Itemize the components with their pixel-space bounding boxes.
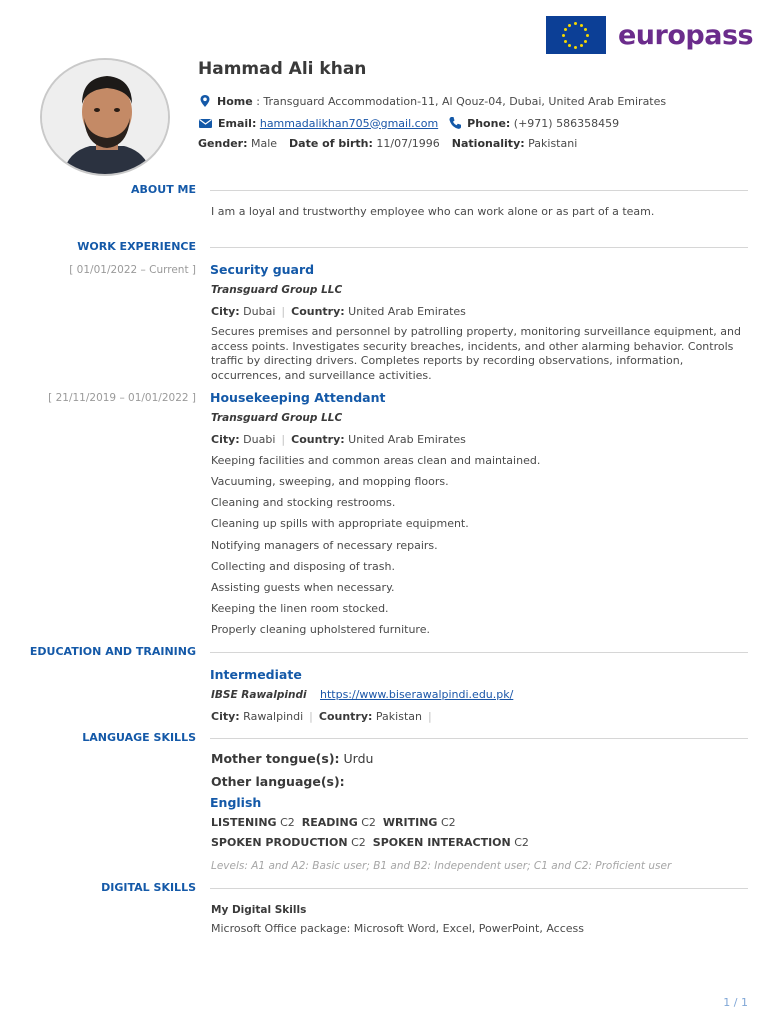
education-title: Intermediate — [210, 667, 302, 682]
education-divider — [210, 652, 748, 653]
personal-details-line — [198, 137, 577, 150]
country-value: Pakistan — [375, 710, 422, 723]
duty-item: Properly cleaning upholstered furniture. — [211, 623, 430, 636]
home-label: Home — [217, 94, 253, 108]
dob-label: Date of birth: — [289, 137, 373, 150]
city-label: City: — [211, 710, 240, 723]
nationality-label: Nationality: — [451, 137, 525, 150]
phone-value: (+971) 586358459 — [513, 116, 620, 130]
home-value: : Transguard Accommodation-11, Al Qouz-04, Dubai, United Arab Emirates — [256, 94, 667, 108]
email-icon — [198, 116, 213, 130]
digital-heading: DIGITAL SKILLS — [101, 881, 196, 894]
mother-tongue — [211, 751, 373, 766]
duty-item: Cleaning and stocking restrooms. — [211, 496, 396, 509]
country-value: United Arab Emirates — [348, 305, 466, 318]
job-date: [ 21/11/2019 – 01/01/2022 ] — [48, 392, 196, 404]
job-description: Secures premises and personnel by patrolling property, monitoring surveillance equipment, and access points. Investigates security breaches, incidents, and other alarming behavior. Controls traffic by directing drivers. Completes reports by recording observations, information, occurrences, and surveillance activities. — [211, 325, 741, 382]
profile-photo — [40, 58, 170, 176]
mother-tongue-label: Mother tongue(s): — [211, 751, 340, 766]
about-heading: ABOUT ME — [131, 183, 196, 196]
phone-icon — [448, 116, 462, 130]
mother-tongue-value: Urdu — [343, 751, 374, 766]
digital-subtitle: My Digital Skills — [211, 904, 307, 916]
duty-item: Collecting and disposing of trash. — [211, 560, 395, 573]
eu-flag-icon — [546, 16, 606, 54]
country-value: United Arab Emirates — [348, 433, 466, 446]
gender-label: Gender: — [198, 137, 248, 150]
language-heading: LANGUAGE SKILLS — [82, 731, 196, 744]
digital-divider — [210, 888, 748, 889]
duty-item: Assisting guests when necessary. — [211, 581, 395, 594]
job-location: City: Duabi | Country: United Arab Emirates — [211, 433, 466, 446]
location-pin-icon — [198, 94, 212, 108]
email-link[interactable]: hammadalikhan705@gmail.com — [259, 116, 439, 130]
language-name: English — [210, 795, 262, 810]
job-date: [ 01/01/2022 – Current ] — [69, 264, 196, 276]
job-title: Housekeeping Attendant — [210, 390, 386, 405]
job-location: City: Dubai | Country: United Arab Emirates — [211, 305, 466, 318]
job-employer: Transguard Group LLC — [211, 284, 343, 296]
city-label: City: — [211, 305, 240, 318]
europass-logo — [546, 16, 753, 54]
about-divider — [210, 190, 748, 191]
education-heading: EDUCATION AND TRAINING — [29, 645, 196, 658]
levels-note: Levels: A1 and A2: Basic user; B1 and B2: Independent user; C1 and C2: Proficient user — [211, 860, 672, 872]
email-label: Email: — [218, 116, 257, 130]
duty-item: Notifying managers of necessary repairs. — [211, 539, 438, 552]
language-levels-row-2: SPOKEN PRODUCTION C2 SPOKEN INTERACTION C2 — [211, 836, 529, 849]
city-value: Duabi — [243, 433, 276, 446]
country-label: Country: — [291, 433, 345, 446]
work-heading: WORK EXPERIENCE — [77, 240, 196, 253]
nationality-value: Pakistani — [528, 137, 578, 150]
email-phone-line — [198, 116, 619, 130]
person-name: Hammad Ali khan — [198, 59, 367, 79]
education-url-link[interactable]: https://www.biserawalpindi.edu.pk/ — [320, 688, 514, 701]
language-divider — [210, 738, 748, 739]
country-label: Country: — [318, 710, 373, 723]
work-divider — [210, 247, 748, 248]
city-value: Dubai — [243, 305, 276, 318]
duty-item: Cleaning up spills with appropriate equipment. — [211, 517, 469, 530]
logo-text: europass — [618, 19, 754, 51]
home-address-line — [198, 94, 666, 108]
phone-label: Phone: — [467, 116, 511, 130]
page-number: 1 / 1 — [723, 996, 748, 1009]
job-employer: Transguard Group LLC — [211, 412, 343, 424]
dob-value: 11/07/1996 — [376, 137, 440, 150]
country-label: Country: — [291, 305, 345, 318]
duty-item: Keeping facilities and common areas clean and maintained. — [211, 454, 541, 467]
gender-value: Male — [250, 137, 278, 150]
job-title: Security guard — [210, 262, 315, 277]
language-levels-row-1: LISTENING C2 READING C2 WRITING C2 — [211, 816, 456, 829]
education-location: City: Rawalpindi | Country: Pakistan | — [211, 710, 432, 723]
duty-item: Keeping the linen room stocked. — [211, 602, 389, 615]
other-languages-label: Other language(s): — [211, 774, 345, 789]
city-label: City: — [211, 433, 240, 446]
city-value: Rawalpindi — [243, 710, 304, 723]
about-text: I am a loyal and trustworthy employee who can work alone or as part of a team. — [211, 205, 655, 218]
education-institution: IBSE Rawalpindi — [211, 689, 307, 701]
digital-text: Microsoft Office package: Microsoft Word, Excel, PowerPoint, Access — [211, 922, 584, 935]
duty-item: Vacuuming, sweeping, and mopping floors. — [211, 475, 449, 488]
